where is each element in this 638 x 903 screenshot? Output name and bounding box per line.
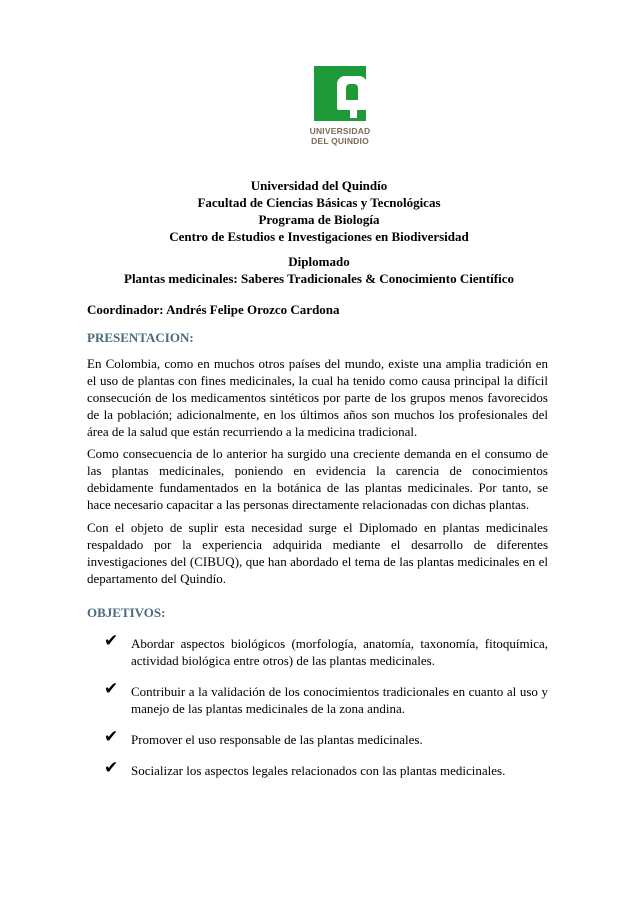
presentation-heading: PRESENTACION:: [87, 330, 194, 345]
diploma-title: Plantas medicinales: Saberes Tradicionales & Conocimiento Científico: [124, 271, 514, 286]
logo-emblem: [314, 66, 366, 121]
objective-item: [104, 679, 548, 717]
coordinator-line: Coordinador: Andrés Felipe Orozco Cardona: [87, 302, 340, 317]
objective-item: [104, 758, 548, 779]
checkmark-icon: ✔: [104, 727, 119, 747]
university-logo: [302, 66, 378, 156]
objective-text: Abordar aspectos biológicos (morfología, anatomía, taxonomía, fitoquímica, actividad biológica entre otros) de las plantas medicinales.: [131, 636, 548, 668]
checkmark-icon: ✔: [104, 631, 119, 651]
objective-text: Contribuir a la validación de los conocimientos tradicionales en cuanto al uso y manejo de las plantas medicinales de la zona andina.: [131, 684, 548, 716]
checkmark-icon: ✔: [104, 758, 119, 778]
objective-item: [104, 631, 548, 669]
checkmark-icon: ✔: [104, 679, 119, 699]
objectives-heading: OBJETIVOS:: [87, 605, 166, 620]
logo-text-line1: UNIVERSIDAD: [309, 126, 371, 136]
objective-text: Promover el uso responsable de las plantas medicinales.: [131, 732, 423, 747]
presentation-paragraph-2: Como consecuencia de lo anterior ha surgido una creciente demanda en el consumo de las plantas medicinales, poniendo en evidencia la carencia de conocimientos debidamente fundamentados en la botánica de las plantas medicinales. Por tanto, se hace necesario capacitar a las personas directamente relacionadas con dichas plantas.: [87, 446, 548, 512]
presentation-paragraph-3: Con el objeto de suplir esta necesidad surge el Diplomado en plantas medicinales respaldado por la experiencia adquirida mediante el desarrollo de diferentes investigaciones del (CIBUQ), que han abordado el tema de las plantas medicinales en el departamento del Quindío.: [87, 520, 548, 586]
objective-item: [104, 727, 548, 748]
presentation-paragraph-1: En Colombia, como en muchos otros países del mundo, existe una amplia tradición en el uso de plantas con fines medicinales, la cual ha tenido como causa principal la difícil consecución de los medicamentos sintéticos por parte de los grupos menos favorecidos de la población; adicionalmente, en los últimos años son muchos los profesionales del área de la salud que están recurriendo a la medicina tradicional.: [87, 356, 548, 439]
diploma-label: Diplomado: [288, 254, 350, 269]
program-name: Programa de Biología: [258, 212, 380, 227]
faculty-name: Facultad de Ciencias Básicas y Tecnológicas: [197, 195, 441, 210]
institution-name: Universidad del Quindío: [250, 178, 388, 193]
center-name: Centro de Estudios e Investigaciones en Biodiversidad: [169, 229, 469, 244]
logo-text-line2: DEL QUINDIO: [311, 136, 369, 146]
objective-text: Socializar los aspectos legales relacionados con las plantas medicinales.: [131, 763, 506, 778]
